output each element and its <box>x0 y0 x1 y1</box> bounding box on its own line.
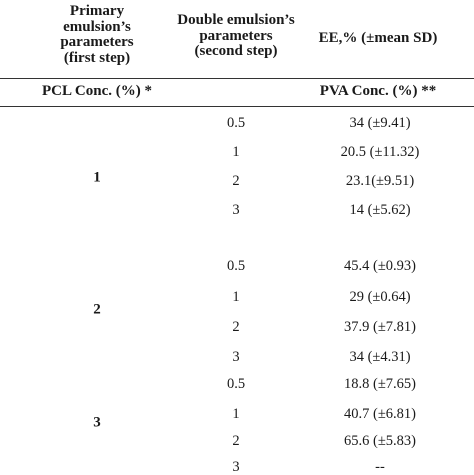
pva-conc-value: 3 <box>232 459 240 475</box>
header-col-primary-line: parameters <box>60 34 134 50</box>
ee-value: 23.1(±9.51) <box>345 173 415 189</box>
header-col-primary <box>60 4 133 66</box>
header-col-ee: EE,% (±mean SD) <box>318 30 438 46</box>
ee-value: 20.5 (±11.32) <box>340 144 420 160</box>
header-col-primary-line: (first step) <box>63 49 131 66</box>
pva-conc-value: 1 <box>232 289 240 305</box>
header-col-double-line: parameters <box>199 27 273 44</box>
subheader-pcl-conc: PCL Conc. (%) * <box>42 83 152 99</box>
pva-conc-value: 0.5 <box>226 258 246 274</box>
header-col-primary-line: Primary <box>69 3 125 19</box>
pva-conc-value: 0.5 <box>226 376 246 392</box>
ee-value: 37.9 (±7.81) <box>344 319 416 335</box>
pva-conc-value: 1 <box>232 406 240 422</box>
header-col-double <box>177 13 294 60</box>
pva-conc-value: 0.5 <box>226 115 246 131</box>
pcl-conc-value: 3 <box>93 414 101 431</box>
ee-value: 29 (±0.64) <box>349 289 411 305</box>
header-col-double-line: (second step) <box>194 43 278 59</box>
header-col-primary-line: emulsion’s <box>63 18 131 35</box>
pva-conc-value: 3 <box>232 202 240 218</box>
subheader-pva-conc: PVA Conc. (%) ** <box>319 83 437 99</box>
pva-conc-value: 2 <box>232 433 240 449</box>
pva-conc-value: 1 <box>232 144 240 160</box>
ee-value: 34 (±9.41) <box>349 115 411 131</box>
ee-value: -- <box>375 459 385 475</box>
ee-value: 34 (±4.31) <box>349 349 411 365</box>
ee-value: 14 (±5.62) <box>349 202 411 218</box>
ee-value: 40.7 (±6.81) <box>344 406 416 422</box>
header-col-double-line: Double emulsion’s <box>177 12 295 28</box>
ee-value: 18.8 (±7.65) <box>344 376 416 392</box>
pva-conc-value: 2 <box>232 319 240 335</box>
ee-value: 45.4 (±0.93) <box>344 258 416 274</box>
subheader-bottom-rule <box>0 106 474 107</box>
header-bottom-rule <box>0 78 474 79</box>
pva-conc-value: 3 <box>232 349 240 365</box>
ee-value: 65.6 (±5.83) <box>344 433 416 449</box>
pva-conc-value: 2 <box>232 173 240 189</box>
pcl-conc-value: 2 <box>93 301 101 318</box>
pcl-conc-value: 1 <box>93 169 101 186</box>
